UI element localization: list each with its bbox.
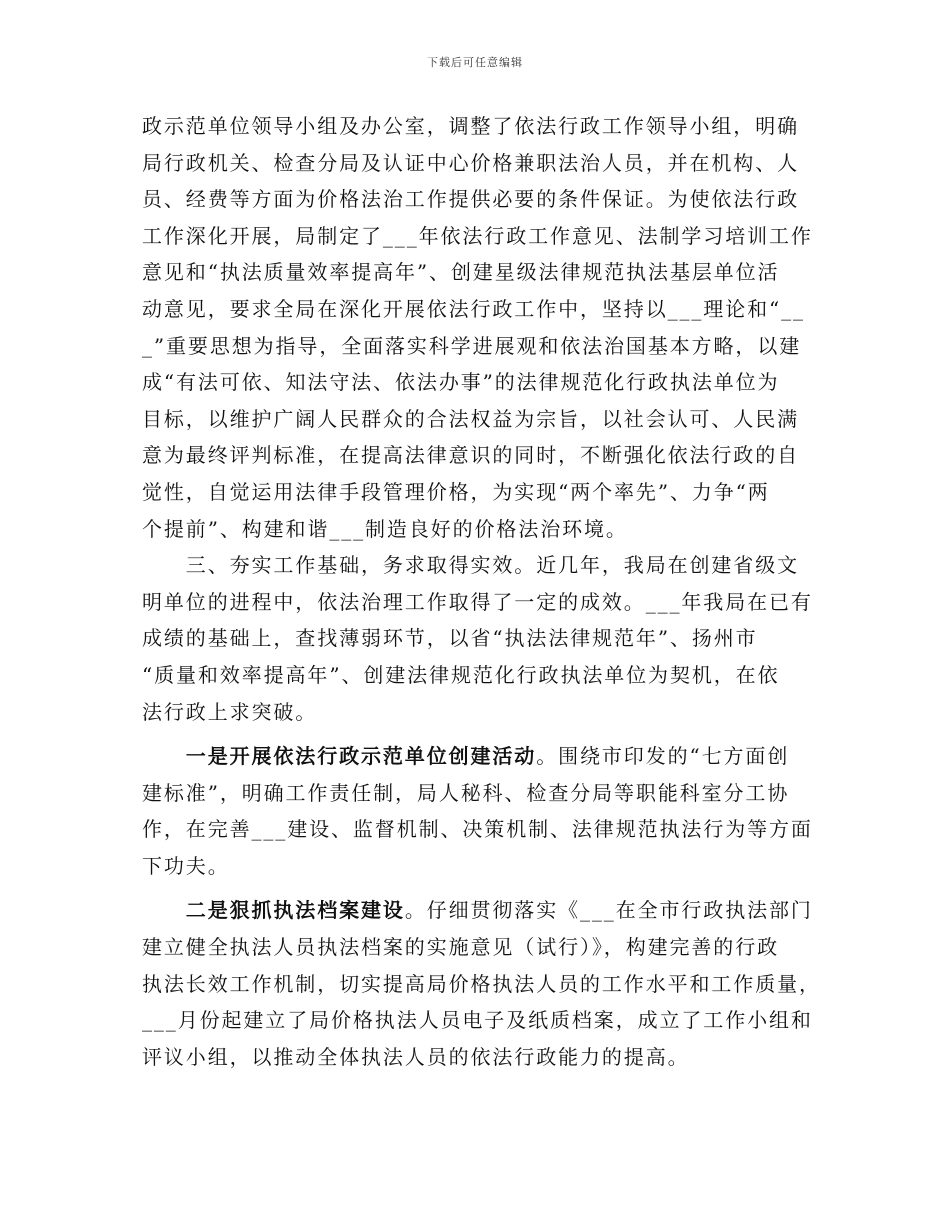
- text-line: 动意见，要求全局在深化开展依法行政工作中，坚持以___理论和“__: [142, 296, 805, 321]
- text-line: _”重要思想为指导，全面落实科学进展观和依法治国基本方略，以建: [142, 333, 802, 358]
- text-line: 意见和“执法质量效率提高年”、创建星级法律规范执法基层单位活: [142, 260, 780, 285]
- text-line: 个提前”、构建和谐___制造良好的价格法治环境。: [142, 516, 628, 541]
- text-line: 觉性，自觉运用法律手段管理价格，为实现“两个率先”、力争“两: [142, 479, 770, 504]
- text-line: 评议小组，以推动全体执法人员的依法行政能力的提高。: [142, 1044, 690, 1069]
- text-line: 目标，以维护广阔人民群众的合法权益为宗旨，以社会认可、人民满: [142, 406, 799, 431]
- bold-heading: 一是开展依法行政示范单位创建活动: [142, 744, 537, 769]
- text-line: 工作深化开展，局制定了___年依法行政工作意见、法制学习培训工作: [142, 223, 813, 248]
- line-text: 。围绕市印发的“七方面创: [536, 744, 790, 769]
- text-line: [142, 892, 813, 929]
- page-header: 下载后可任意编辑: [427, 56, 523, 69]
- text-line: 作，在完善___建设、监督机制、决策机制、法律规范执法行为等方面: [142, 817, 813, 842]
- text-line: 意为最终评判标准，在提高法律意识的同时，不断强化依法行政的自: [142, 443, 799, 468]
- line-text: 。仔细贯彻落实《___在全市行政执法部门: [404, 898, 813, 923]
- text-line: 员、经费等方面为价格法治工作提供必要的条件保证。为使依法行政: [142, 187, 799, 212]
- text-line: 局行政机关、检查分局及认证中心价格兼职法治人员，并在机构、人: [142, 150, 799, 175]
- text-line: 建立健全执法人员执法档案的实施意见（试行）》，构建完善的行政: [142, 935, 779, 960]
- paragraph-2: [142, 547, 813, 730]
- text-line: 明单位的进程中，依法治理工作取得了一定的成效。___年我局在已有: [142, 589, 813, 614]
- paragraph-4: [142, 892, 821, 1075]
- text-line: 三、夯实工作基础，务求取得实效。近几年，我局在创建省级文: [142, 553, 799, 578]
- bold-heading: 二是狠抓执法档案建设: [142, 898, 405, 923]
- text-line: 建标准”，明确工作责任制，局人秘科、检查分局等职能科室分工协: [142, 780, 790, 805]
- text-line: 成绩的基础上，查找薄弱环节，以省“执法法律规范年”、扬州市: [142, 626, 758, 651]
- text-line: 法行政上求突破。: [142, 699, 318, 724]
- text-line: “质量和效率提高年”、创建法律规范化行政执法单位为契机，在依: [142, 662, 780, 687]
- paragraph-spacer: [142, 730, 810, 738]
- paragraph-1: [142, 108, 813, 547]
- document-body: [142, 108, 821, 1075]
- text-line: 政示范单位领导小组及办公室，调整了依法行政工作领导小组，明确: [142, 114, 799, 138]
- text-line: 下功夫。: [142, 853, 230, 878]
- text-line: ___月份起建立了局价格执法人员电子及纸质档案，成立了工作小组和: [142, 1008, 813, 1033]
- paragraph-3: [142, 738, 813, 884]
- text-line: 执法长效工作机制，切实提高局价格执法人员的工作水平和工作质量，: [142, 971, 821, 996]
- text-line: [142, 738, 810, 775]
- paragraph-spacer: [142, 884, 810, 892]
- text-line: 成“有法可依、知法守法、依法办事”的法律规范化行政执法单位为: [142, 370, 780, 395]
